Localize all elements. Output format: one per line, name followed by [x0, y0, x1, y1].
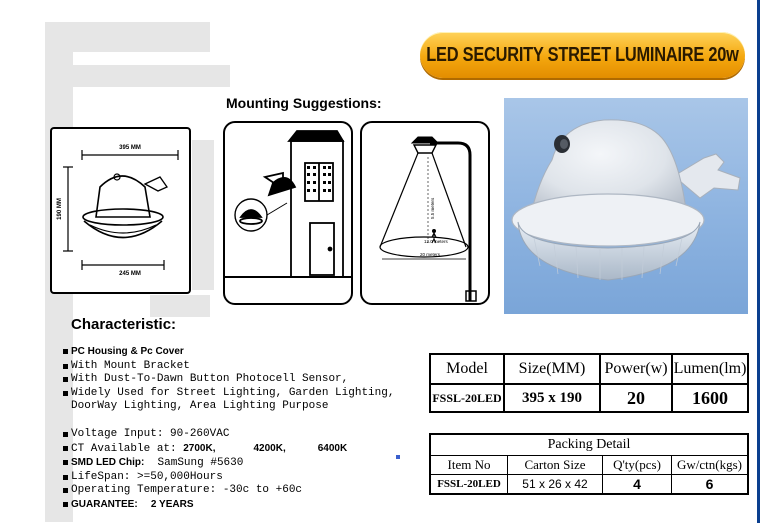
list-item: PC Housing & Pc Cover: [62, 345, 394, 360]
packing-table: [429, 433, 749, 495]
table-cell: 395 x 190: [504, 384, 600, 412]
list-item: With Dust-To-Dawn Button Photocell Sensor,: [62, 373, 394, 387]
characteristic-title: Characteristic:: [71, 316, 177, 333]
characteristic-list: [62, 345, 394, 414]
background-decoration: [45, 65, 230, 87]
table-header-cell: Item No: [430, 456, 508, 475]
title-banner: [420, 32, 745, 78]
table-cell: 4: [603, 475, 672, 495]
table-header-cell: Size(MM): [504, 354, 600, 384]
dim-height: 190 MM: [57, 198, 63, 220]
spec-guarantee: GUARANTEE: 2 YEARS: [62, 498, 347, 513]
table-header-cell: Model: [430, 354, 504, 384]
table-header-row: [430, 354, 748, 384]
background-decoration: [150, 295, 210, 317]
table-row: [430, 384, 748, 412]
pole-height-label: 5.5 meters: [430, 197, 435, 219]
table-header-cell: Q'ty(pcs): [603, 456, 672, 475]
pole-spread-label: 12.0 meters: [424, 239, 448, 244]
table-header-cell: Carton Size: [508, 456, 603, 475]
list-item: Widely Used for Street Lighting, Garden Lighting, DoorWay Lighting, Area Lighting Purpose: [62, 387, 394, 414]
table-cell: 51 x 26 x 42: [508, 475, 603, 495]
dim-width-bottom: 245 MM: [119, 271, 141, 277]
background-decoration: [192, 140, 214, 290]
decorative-dot: [396, 455, 400, 459]
table-cell: 20: [600, 384, 672, 412]
table-cell: 6: [672, 475, 749, 495]
table-header-cell: Power(w): [600, 354, 672, 384]
mounting-wall-illustration: [223, 121, 353, 305]
spec-list: [62, 428, 347, 512]
product-photo: [504, 98, 748, 314]
table-cell: FSSL-20LED: [430, 384, 504, 412]
dim-width-top: 395 MM: [119, 145, 141, 151]
table-caption-row: [430, 434, 748, 456]
list-item: With Mount Bracket: [62, 360, 394, 374]
page-title: LED SECURITY STREET LUMINAIRE 20w: [426, 43, 739, 66]
pole-spread-label-2: 20 meters: [420, 252, 441, 257]
table-header-row: [430, 456, 748, 475]
packing-title: Packing Detail: [430, 434, 748, 456]
spec-temperature: Operating Temperature: -30c to +60c: [62, 484, 347, 498]
table-header-cell: Gw/ctn(kgs): [672, 456, 749, 475]
accent-line: [757, 0, 760, 523]
table-header-cell: Lumen(lm): [672, 354, 748, 384]
background-decoration: [45, 22, 210, 52]
table-cell: 1600: [672, 384, 748, 412]
dimension-drawing: [50, 127, 191, 294]
table-cell: FSSL-20LED: [430, 475, 508, 495]
mounting-pole-illustration: [360, 121, 490, 305]
mounting-title: Mounting Suggestions:: [226, 95, 382, 111]
model-table: [429, 353, 749, 413]
spec-voltage: Voltage Input: 90-260VAC: [62, 428, 347, 442]
spec-smd: SMD LED Chip: SamSung #5630: [62, 456, 347, 471]
spec-lifespan: LifeSpan: >=50,000Hours: [62, 471, 347, 485]
table-row: [430, 475, 748, 495]
spec-ct: CT Available at: 2700K, 4200K, 6400K: [62, 442, 347, 457]
